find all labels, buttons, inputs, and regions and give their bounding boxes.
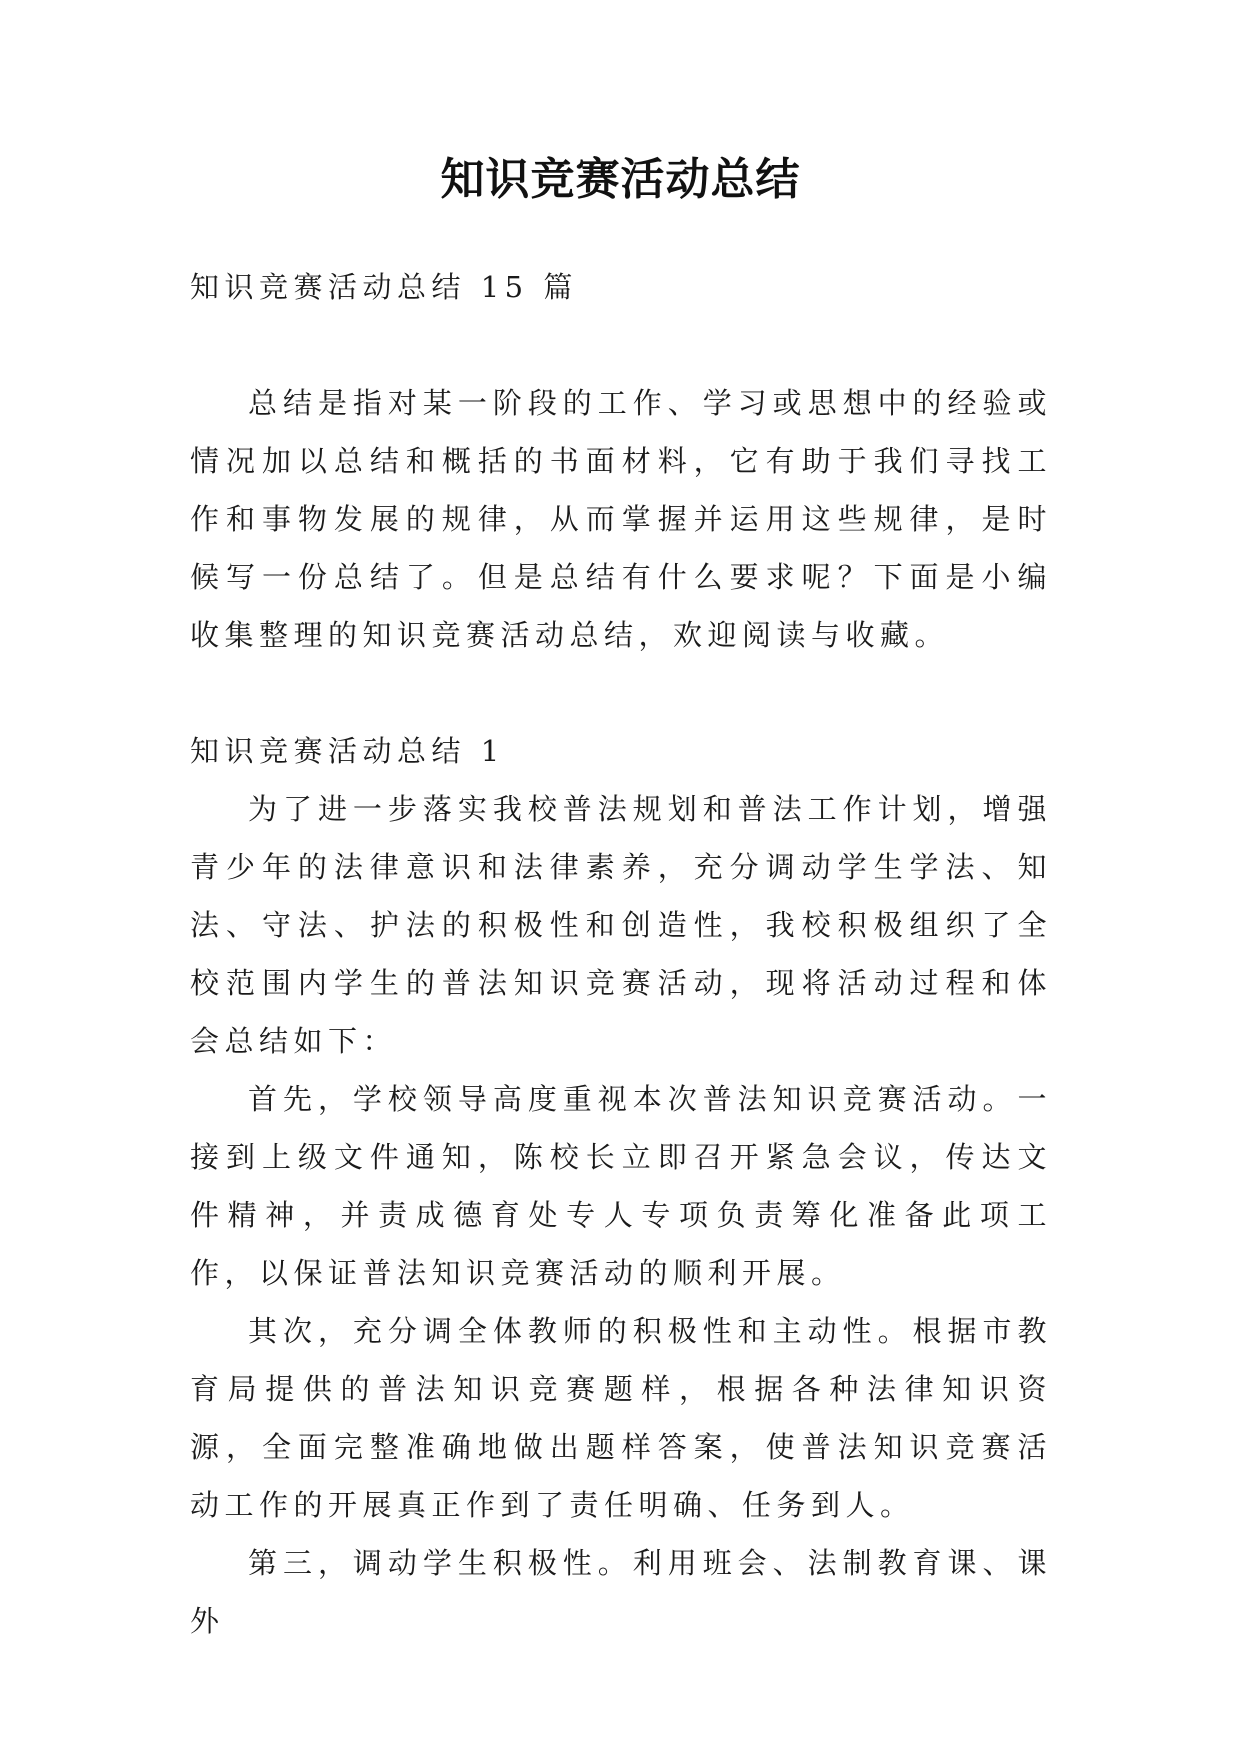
- section-paragraph-2: 首先，学校领导高度重视本次普法知识竞赛活动。一接到上级文件通知，陈校长立即召开紧急会议，传达文件精神，并责成德育处专人专项负责筹化准备此项工作，以保证普法知识竞赛活动的顺利开展。: [190, 1082, 1052, 1290]
- intro-paragraph: 总结是指对某一阶段的工作、学习或思想中的经验或情况加以总结和概括的书面材料，它有助于我们寻找工作和事物发展的规律，从而掌握并运用这些规律，是时候写一份总结了。但是总结有什么要求呢？下面是小编收集整理的知识竞赛活动总结，欢迎阅读与收藏。: [190, 386, 1052, 652]
- spacer: [190, 316, 1052, 374]
- section-paragraph-1: 为了进一步落实我校普法规划和普法工作计划，增强青少年的法律意识和法律素养，充分调动学生学法、知法、守法、护法的积极性和创造性，我校积极组织了全校范围内学生的普法知识竞赛活动，现将活动过程和体会总结如下：: [190, 792, 1052, 1058]
- section-paragraph-3: 其次，充分调全体教师的积极性和主动性。根据市教育局提供的普法知识竞赛题样，根据各种法律知识资源，全面完整准确地做出题样答案，使普法知识竞赛活动工作的开展真正作到了责任明确、任务到人。: [190, 1314, 1052, 1522]
- spacer: [190, 664, 1052, 722]
- document-body: [190, 258, 1052, 1650]
- document-title: 知识竞赛活动总结: [440, 154, 801, 205]
- document-subtitle: 知识竞赛活动总结 15 篇: [190, 270, 578, 304]
- section-heading: 知识竞赛活动总结 1: [190, 734, 505, 768]
- section-paragraph-4: 第三，调动学生积极性。利用班会、法制教育课、课外: [190, 1546, 1052, 1638]
